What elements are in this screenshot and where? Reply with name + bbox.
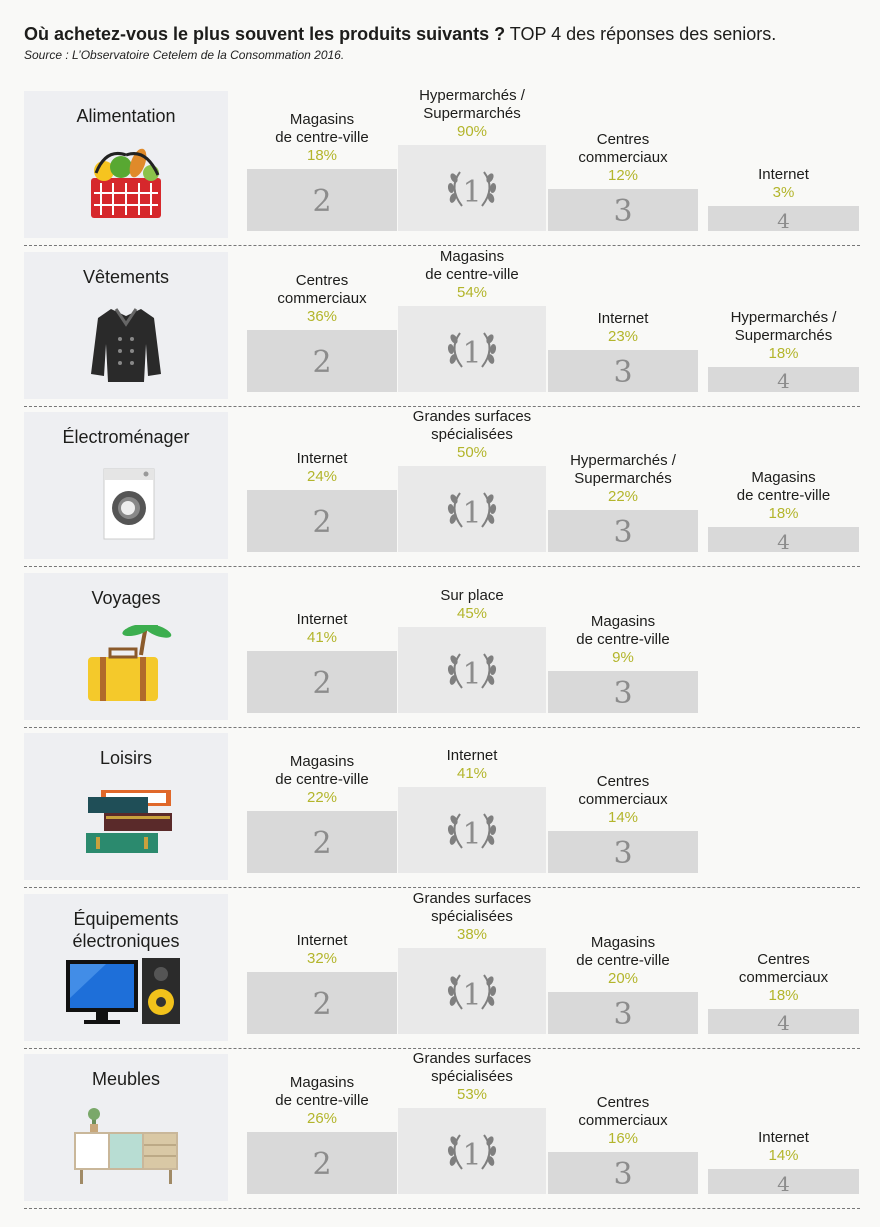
answer-label-line: commerciaux [277, 289, 367, 307]
answer-percent: 23% [607, 327, 639, 345]
category-name [24, 587, 228, 609]
tv-speaker-icon [66, 958, 186, 1038]
answer-label-line: Internet [597, 309, 649, 327]
suitcase-palm-icon [66, 625, 186, 705]
laurel-rank-1-icon [442, 808, 502, 852]
answer-label-line: Grandes surfaces [412, 889, 532, 907]
answer-label-line: Magasins [289, 111, 355, 128]
answer-label-line: de centre-ville [275, 129, 369, 146]
rank-number: 2 [312, 505, 332, 540]
answer-label [247, 611, 397, 647]
category-panel [24, 91, 228, 238]
podium-bar-rank-2 [247, 330, 397, 392]
answer-percent: 32% [306, 949, 338, 967]
answer-label-line: Centres [757, 950, 810, 968]
answer-label [708, 951, 859, 1005]
answer-percent: 3% [772, 184, 795, 201]
podium-bar-rank-3 [548, 189, 698, 231]
answer-label-line: Internet [758, 1129, 809, 1146]
rank-number: 2 [312, 184, 332, 219]
answer-label [398, 248, 546, 302]
answer-label-line: Hypermarchés / [570, 452, 676, 469]
answer-label-line: Internet [296, 450, 348, 467]
podium-bar-rank-3 [548, 992, 698, 1034]
rank-number: 4 [777, 208, 790, 233]
answer-label [398, 890, 546, 944]
rank-number: 4 [777, 1011, 790, 1035]
answer-label-line: commerciaux [578, 791, 668, 808]
answer-percent: 50% [456, 444, 488, 461]
answer-label [247, 932, 397, 968]
category-row [0, 247, 880, 413]
answer-label-line: Internet [296, 931, 348, 949]
answer-percent: 14% [607, 809, 639, 826]
answer-label-line: spécialisées [431, 1068, 513, 1085]
category-row [0, 889, 880, 1055]
answer-label [708, 309, 859, 363]
answer-label-line: Centres [596, 131, 650, 148]
rank-number: 2 [312, 665, 332, 701]
answer-label [548, 310, 698, 346]
podium-bar-rank-4 [708, 1169, 859, 1194]
answer-label-line: de centre-ville [736, 487, 831, 504]
answer-percent: 26% [306, 1110, 338, 1127]
category-row [0, 733, 880, 894]
answer-percent: 18% [306, 147, 338, 164]
answer-label [548, 131, 698, 185]
answer-label [708, 166, 859, 202]
podium-bar-rank-1 [398, 627, 546, 713]
rank-number: 4 [777, 369, 790, 393]
answer-label-line: de centre-ville [425, 265, 519, 283]
podium-bar-rank-1 [398, 948, 546, 1034]
answer-label-line: Supermarchés [574, 470, 672, 487]
answer-percent: 41% [306, 628, 338, 646]
rank-number: 2 [312, 826, 332, 861]
answer-percent: 38% [456, 925, 488, 943]
podium-bar-rank-4 [708, 206, 859, 231]
category-panel [24, 733, 228, 880]
answer-label-line: commerciaux [578, 1112, 668, 1129]
category-name [24, 426, 228, 448]
answer-percent: 16% [607, 1130, 639, 1147]
answer-label-line: Supermarchés [423, 105, 521, 122]
answer-percent: 22% [306, 789, 338, 806]
rank-number: 3 [613, 194, 633, 229]
answer-label-line: Hypermarchés / [419, 87, 525, 104]
rank-number: 3 [613, 836, 633, 871]
laurel-rank-1-icon [442, 487, 502, 531]
rank-number: 4 [777, 1171, 790, 1196]
podium-bar-rank-1 [398, 466, 546, 552]
answer-label-line: Magasins [289, 753, 355, 770]
podium-bar-rank-3 [548, 1152, 698, 1194]
answer-label-line: Magasins [590, 933, 656, 951]
category-name-line: électroniques [72, 930, 180, 951]
answer-percent: 18% [768, 986, 799, 1004]
answer-label [548, 452, 698, 506]
svg-text:1: 1 [462, 1138, 482, 1173]
answer-label-line: Grandes surfaces [412, 1050, 532, 1067]
answer-label-line: Internet [446, 747, 498, 764]
row-divider [24, 406, 860, 407]
podium-bar-rank-3 [548, 350, 698, 392]
category-name-line: Vêtements [82, 266, 170, 287]
answer-label [247, 450, 397, 486]
answer-label-line: Sur place [440, 586, 504, 604]
category-name-line: Électroménager [62, 427, 190, 447]
title-rest: TOP 4 des réponses des seniors. [505, 24, 777, 44]
answer-label-line: spécialisées [431, 426, 513, 443]
row-divider [24, 245, 860, 246]
rank-number: 3 [613, 515, 633, 550]
podium-bar-rank-3 [548, 510, 698, 552]
answer-label [708, 469, 859, 523]
answer-label-line: Magasins [590, 612, 656, 630]
answer-percent: 20% [607, 969, 639, 987]
podium-bar-rank-4 [708, 1009, 859, 1034]
podium-bar-rank-4 [708, 527, 859, 552]
svg-text:1: 1 [462, 496, 482, 531]
answer-label [548, 1094, 698, 1148]
answer-label-line: commerciaux [578, 149, 668, 166]
answer-percent: 45% [456, 604, 488, 622]
answer-label [548, 613, 698, 667]
podium-bar-rank-2 [247, 651, 397, 713]
row-divider [24, 1048, 860, 1049]
answer-label-line: de centre-ville [275, 771, 369, 788]
category-row [0, 1050, 880, 1215]
answer-label [398, 747, 546, 783]
laurel-rank-1-icon [442, 1129, 502, 1173]
grocery-basket-icon [66, 143, 186, 223]
answer-percent: 90% [456, 123, 488, 140]
answer-label [398, 408, 546, 462]
answer-label [708, 1129, 859, 1165]
title-question: Où achetez-vous le plus souvent les produits suivants ? [24, 24, 506, 44]
sideboard-icon [66, 1106, 186, 1186]
svg-text:1: 1 [462, 335, 482, 371]
answer-percent: 54% [456, 283, 488, 301]
category-name-line: Équipements [73, 908, 179, 929]
category-panel [24, 894, 228, 1041]
svg-text:1: 1 [462, 817, 482, 852]
washing-machine-icon [66, 464, 186, 544]
answer-label [247, 753, 397, 807]
answer-label-line: Grandes surfaces [412, 408, 532, 425]
podium-bar-rank-3 [548, 671, 698, 713]
podium-bar-rank-1 [398, 787, 546, 873]
category-panel [24, 1054, 228, 1201]
category-name [24, 266, 228, 288]
podium-bar-rank-1 [398, 306, 546, 392]
laurel-rank-1-icon [442, 648, 502, 692]
answer-label [548, 773, 698, 827]
laurel-rank-1-icon [442, 327, 502, 371]
svg-text:1: 1 [462, 175, 482, 210]
answer-label [247, 1074, 397, 1128]
answer-label-line: Centres [596, 1094, 650, 1111]
category-name-line: Alimentation [76, 106, 176, 126]
answer-percent: 12% [607, 167, 639, 184]
category-name [24, 105, 228, 127]
answer-percent: 24% [306, 468, 338, 485]
rank-number: 3 [613, 675, 633, 711]
category-row [0, 87, 880, 252]
answer-label-line: Supermarchés [734, 326, 833, 344]
category-name [24, 908, 228, 952]
podium-bar-rank-1 [398, 145, 546, 231]
answer-label-line: Internet [758, 166, 809, 183]
category-name-line: Voyages [91, 587, 161, 608]
answer-label-line: Centres [295, 271, 349, 289]
category-panel [24, 573, 228, 720]
rank-number: 4 [777, 529, 790, 554]
laurel-rank-1-icon [442, 166, 502, 210]
answer-label-line: Magasins [439, 247, 505, 265]
rank-number: 3 [613, 354, 633, 390]
rank-number: 3 [613, 996, 633, 1032]
answer-label-line: spécialisées [431, 907, 513, 925]
laurel-rank-1-icon [442, 969, 502, 1013]
answer-label-line: Hypermarchés / [730, 308, 837, 326]
category-name [24, 1068, 228, 1090]
answer-percent: 18% [768, 344, 799, 362]
answer-percent: 18% [768, 505, 799, 522]
rank-number: 2 [312, 344, 332, 380]
row-divider [24, 727, 860, 728]
category-panel [24, 412, 228, 559]
category-name-line: Loisirs [99, 748, 152, 768]
answer-label-line: de centre-ville [576, 630, 670, 648]
category-panel [24, 252, 228, 399]
podium-bar-rank-2 [247, 490, 397, 552]
answer-label-line: Internet [296, 610, 348, 628]
podium-bar-rank-3 [548, 831, 698, 873]
rank-number: 2 [312, 986, 332, 1022]
coat-icon [66, 304, 186, 384]
chart-header [24, 22, 864, 62]
answer-percent: 36% [306, 307, 338, 325]
chart-title [24, 22, 864, 46]
row-divider [24, 887, 860, 888]
answer-label-line: Centres [596, 773, 650, 790]
books-icon [66, 785, 186, 865]
podium-bar-rank-2 [247, 972, 397, 1034]
answer-label-line: Magasins [289, 1074, 355, 1091]
answer-label-line: de centre-ville [275, 1092, 369, 1109]
podium-bar-rank-1 [398, 1108, 546, 1194]
category-row [0, 408, 880, 573]
answer-label [548, 934, 698, 988]
answer-percent: 53% [456, 1086, 488, 1103]
row-divider [24, 1208, 860, 1209]
answer-percent: 9% [612, 648, 634, 666]
answer-label [398, 87, 546, 141]
category-name [24, 747, 228, 769]
answer-percent: 14% [768, 1147, 799, 1164]
podium-bar-rank-4 [708, 367, 859, 392]
answer-label [247, 272, 397, 326]
podium-bar-rank-2 [247, 811, 397, 873]
svg-text:1: 1 [462, 656, 482, 692]
answer-label [247, 111, 397, 165]
answer-percent: 22% [607, 488, 639, 505]
answer-label-line: Magasins [751, 469, 816, 486]
answer-label [398, 1050, 546, 1104]
answer-label [398, 587, 546, 623]
answer-label-line: de centre-ville [576, 951, 670, 969]
rank-number: 2 [312, 1147, 332, 1182]
chart-source: Source : L’Observatoire Cetelem de la Consommation 2016. [24, 48, 345, 62]
podium-bar-rank-2 [247, 169, 397, 231]
answer-label-line: commerciaux [738, 968, 829, 986]
podium-bar-rank-2 [247, 1132, 397, 1194]
row-divider [24, 566, 860, 567]
category-row [0, 573, 880, 734]
rank-number: 3 [613, 1157, 633, 1192]
category-name-line: Meubles [91, 1069, 161, 1089]
answer-percent: 41% [456, 765, 488, 782]
svg-text:1: 1 [462, 977, 482, 1013]
